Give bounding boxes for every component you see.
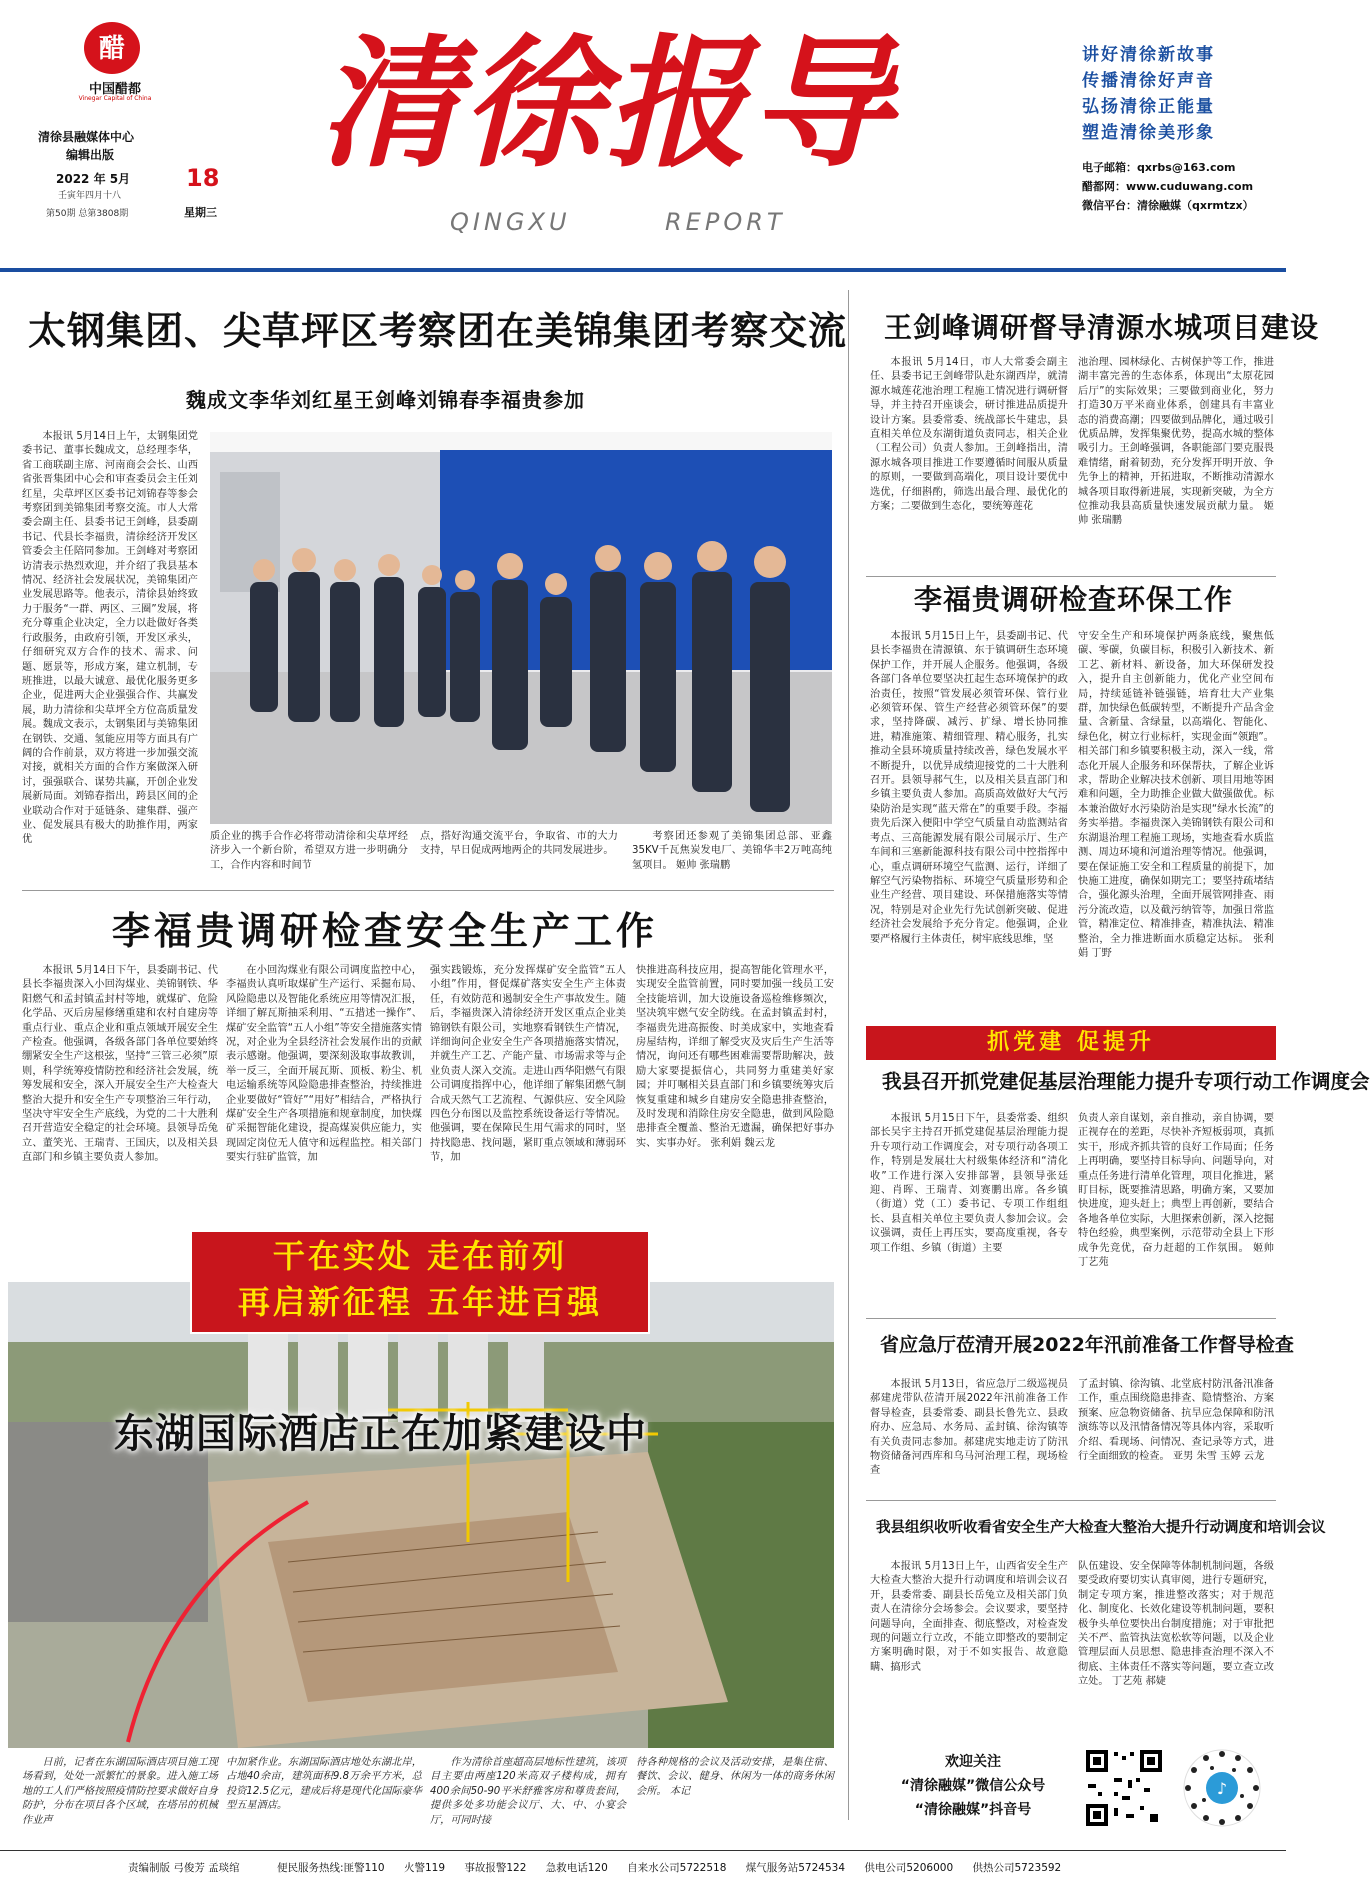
qr-promo-line3: “清徐融媒”抖音号	[914, 1802, 1032, 1818]
headline-a6: 省应急厅莅清开展2022年汛前准备工作督导检查	[880, 1334, 1294, 1356]
footer-water: 自来水公司5722518	[627, 1862, 727, 1874]
slogan-line: 弘扬清徐正能量	[1082, 97, 1215, 117]
qr-code-douyin[interactable]	[1182, 1748, 1262, 1828]
qr-code-icon	[1182, 1748, 1262, 1828]
qr-promo-line1: 欢迎关注	[945, 1754, 1001, 1770]
a3-col2: 池治理、园林绿化、古树保护等工作，推进湖丰富完善的生态体系，体现出“太原花园后厅”的实际效果；三要做到商业化，努力打造30万平米商业体系，创建具有丰富业态的消费高潮；四要做到品牌化，通过吸引优质品牌，发挥集聚优势，提高水城的整体吸引力。王剑峰强调，各职能部门要克服畏难情绪，耐着韧劲，充分发挥开明开放、争先争上的精神，开拓进取，不断推动清源水城各项目取得新进展，实现新突破，为全方位推动我县高质量快速发展贡献力量。 姬帅 张瑞鹏	[1078, 357, 1274, 527]
construction-aerial-image	[8, 1282, 834, 1748]
masthead-rule	[0, 268, 1286, 272]
masthead	[0, 0, 1286, 270]
party-building-banner	[866, 1026, 1276, 1060]
title-english-right: REPORT	[665, 208, 786, 236]
a1-col4: 考察团还参观了美锦集团总部、亚鑫35KV千瓦焦炭发电厂、美锦华丰2万吨高纯氢项目。 姬帅 张瑞鹏	[632, 831, 832, 871]
contact-wechat: 微信平台：清徐融媒（qxrmtzx）	[1082, 199, 1254, 212]
a7-col1: 本报讯 5月13日上午，山西省安全生产大检查大整治大提升行动调度和培训会议召开，县委常委、副县长岳兔立及相关部门负责人在清徐分会场参会。会议要求，要坚持问题导向，全面排查、彻底整改，对检查发现的问题立行立改，不能立即整改的要制定方案明确时限，对于不如实报告、故意隐瞒、搞形式	[870, 1561, 1068, 1673]
logo-title: 中国醋都	[88, 82, 141, 97]
svg-text:醋: 醋	[98, 34, 126, 64]
contact-email: 电子邮箱：qxrbs@163.com	[1082, 161, 1236, 174]
a2-col3: 强实践锻炼，充分发挥煤矿安全监管“五人小组”作用，督促煤矿落实安全生产主体责任，有效防范和遏制安全生产事故发生。随后，李福贵深入清徐经济开发区重点企业美锦钢铁有限公司，实地察看钢铁生产情况，详细询问企业安全生产各项措施落实情况，并就生产工艺、产能产量、市场需求等与企业负责人深入交流。走进山西华阳燃气有限公司调度指挥中心，他详细了解集团燃气制合成天然气工艺流程、气源供应、安全风险四色分布图以及监控系统设备运行等情况。他强调，要在保障民生用气需求的同时，坚持找隐患、找问题，紧盯重点领域和薄弱环节，加	[430, 965, 626, 1164]
svg-text:♪: ♪	[1216, 1779, 1228, 1798]
headline-a2: 李福贵调研检查安全生产工作	[112, 909, 659, 953]
party-banner-label: 抓党建 促提升	[987, 1030, 1155, 1055]
footer-gas: 煤气服务站5724534	[745, 1862, 846, 1874]
slogan-block	[1082, 42, 1272, 146]
qr-promo	[866, 1744, 1276, 1832]
footer-rule	[0, 1850, 1286, 1851]
a5-col1: 本报讯 5月15日下午，县委常委、组织部长吴宇主持召开抓党建促基层治理能力提升专项行动工作调度会，对专项行动各项工作，特别是发展壮大村级集体经济和“清化收”工作进行深入安排部署，县领导张廷迎、肖晖、王瑞青、刘赛鹏出席。各乡镇（街道）党（工）委书记、专项工作组组长、县直相关单位主要负责人参加会议。会议强调，责任上再压实，要高度重视，各专项工作组、乡镇（街道）主要	[870, 1113, 1068, 1254]
divider	[22, 890, 834, 891]
a2-col4: 快推进高科技应用，提高智能化管理水平，实现安全监管前置，同时要加强一线员工安全技能培训，加大设施设备巡检维修频次，坚决筑牢燃气安全防线。在孟封镇孟封村，李福贵先进高振俊、时美成家中，实地查看房屋结构，详细了解受灾及灾后生产生活等情况，询问还有哪些困难需要帮助解决，鼓励大家要提振信心，共同努力重建美好家园；并叮嘱相关县直部门和乡镇要统筹灾后恢复重建和城乡自建房安全隐患排查整治，及时发现和消除住房安全隐患，做到风险隐患排查全覆盖、整治无遗漏，确保把好事办实、实事办好。 张利娟 魏云龙	[636, 965, 834, 1149]
slogan-banner	[190, 1230, 650, 1334]
divider	[866, 576, 1276, 577]
contact-block	[1082, 158, 1282, 215]
headline-a1: 太钢集团、尖草坪区考察团在美锦集团考察交流	[28, 309, 848, 353]
footer-power: 供电公司5206000	[864, 1862, 954, 1874]
meeting-photo-image	[210, 432, 832, 824]
qr-promo-text	[878, 1750, 1068, 1822]
qr-code-icon	[1084, 1748, 1164, 1828]
slogan-line: 塑造清徐美形象	[1082, 123, 1215, 143]
a8-col1: 日前，记者在东湖国际酒店项目施工现场看到，处处一派繁忙的景象。进入施工场地的工人们严格按照疫情防控要求做好自身防护，分布在项目各个区域，在塔吊的机械作业声	[22, 1757, 218, 1826]
a6-col2: 了孟封镇、徐沟镇、北堂底村防汛备汛准备工作，重点围绕隐患排查、隐情整治、方案预案、应急物资储备、抗旱应急保障和防汛演练等以及汛情备情况等具体内容，采取听介绍、看现场、问情况、查记录等方式，进行全面细致的检查。 亚男 朱雪 玉婷 云龙	[1078, 1379, 1274, 1463]
footer-emergency: 急救电话120	[545, 1862, 608, 1874]
a8-col4: 待各种规格的会议及活动安排，是集住宿、餐饮、会议、健身、休闲为一体的商务休闲会所。 本记	[636, 1757, 834, 1797]
a1-col1: 本报讯 5月14日上午，太钢集团党委书记、董事长魏成文，总经理李华，省工商联副主席、河南商会会长、山西省张晋集团中心会和审查委员会主任刘红星，尖草坪区区委书记刘锦春等参会考察团到美锦集团考察交流。市人大常委会副主任、县委书记王剑峰，县委副书记、代县长李福贵，清徐经济开发区管委会主任陪同参加。王剑峰对考察团访清表示热烈欢迎，并介绍了我县基本情况、经济社会发展状况，美锦集团产业发展思路等。他表示，清徐县始终致力于服务“一群、两区、三圈”发展，将充分尊重企业决定，全力以赴做好各类行政服务，由政府引领，开发区承头，仔细研究双方合作的技术、需求、问题、愿景等，形成方案，建立机制，专班推进，以最大诚意、最优化服务更多企业，促进两大企业强强合作、共赢发展，助力清徐和尖草坪全方位高质量发展。魏成文表示，太钢集团与美锦集团在钢铁、交通、氢能应用等方面具有广阔的合作前景，双方将进一步加强交流对接，就相关方面的合作方案做深入研讨，强强联合、谋势共赢，开创企业发展新局面。刘锦春指出，跨县区间的企业联动合作对于延链条、建集群、强产业、促发展具有极大的助推作用，两家优	[22, 431, 198, 846]
headline-a3: 王剑峰调研督导清源水城项目建设	[884, 311, 1320, 344]
divider	[866, 1318, 1276, 1319]
a4-col2: 守安全生产和环境保护两条底线，聚焦低碳、零碳，负碳目标，积极引入新技术、新工艺、新材料、新设备，加大环保研发投入，提升自主创新能力，优化产业空间布局，持续延链补链强链，培育壮大产业集群，加快绿色低碳转型，不断提升产品含金量、含新量、含绿量，以高端化、智能化、绿色化，树立行业标杆，实现金面“领跑”。相关部门和乡镇要积极主动，深入一线，常态化开展人企服务和环保帮扶，了解企业诉求，帮助企业解决技术创新、项目用地等困难和问题，全力助推企业做大做强做优。标本兼治做好水污染防治是实现“绿水长流”的务实举措。李福贵深入美锦钢铁有限公司和东湖退治理工程施工现场，实地查看水质监测、周边环境和河道治理等情况。他强调，要在保证施工安全和工程质量的前提下，加快施工进度，确保如期完工；要坚持疏堵结合，强化源头治理，全面开展管网排查、雨污分流改造，以及截污纳管等，加强日常监管，精准定位、精准排查，精准执法、精准整治，全力推进断面水质稳定达标。 张利娟 丁野	[1078, 631, 1274, 959]
meeting-photo	[210, 432, 832, 824]
weekday: 星期三	[184, 206, 217, 219]
lunar-date: 壬寅年四月十八	[58, 191, 122, 201]
slogan-line: 讲好清徐新故事	[1082, 45, 1215, 65]
issue-day: 18	[186, 164, 220, 192]
slogan-banner-line1: 干在实处 走在前列	[272, 1237, 568, 1275]
a2-col2: 在小回沟煤业有限公司调度监控中心，李福贵认真听取煤矿生产运行、采掘布局、风险隐患以及智能化系统应用等情况汇报，详细了解瓦斯抽采利用、“五措述一操作”、煤矿安全监管“五人小组”等安全措施落实情况，对企业为全县经济社会发展作出的贡献表示感谢。他强调，要深刻汲取事故教训，举一反三，全面开展瓦斯、顶板、粉尘、机电运输系统等风险隐患排查整治，持续推进企业要做好“管好”“用好”相结合，严格执行煤矿安全生产各项措施和规章制度，加快煤矿采掘智能化建设，提高煤炭供应能力，实现固定岗位无人值守和远程监控。相关部门要实行驻矿监管，加	[226, 965, 422, 1164]
qr-promo-line2: “清徐融媒”微信公众号	[900, 1778, 1046, 1794]
a3-col1: 本报讯 5月14日，市人大常委会副主任、县委书记王剑峰带队赴东湖西岸，就清源水城莲花池治理工程施工情况进行调研督导，并主持召开座谈会，研讨推进品质提升设计方案。县委常委、统战部长牛建忠，县直相关单位及东湖街道负责同志，相关企业（工程公司）负责人参加。王剑峰指出，清源水城各项目推进工作要遵循时间服从质量的原则，一要做到高端化，项目设计要优中选优，仔细斟酌，筛选出最合理、最优化的方案；二要做到生态化，要统筹莲花	[870, 357, 1068, 513]
divider	[866, 1500, 1276, 1501]
footer-hotline: 便民服务热线:匪警110	[277, 1862, 385, 1874]
column-divider	[848, 290, 849, 1820]
slogan-banner-line2: 再启新征程 五年进百强	[237, 1283, 603, 1321]
subhead-a1: 魏成文李华刘红星王剑峰刘锦春李福贵参加	[186, 388, 585, 412]
a5-col2: 负责人亲自谋划，亲自推动，亲自协调，要正视存在的差距，尽快补齐短板弱项，真抓实干，形成齐抓共管的良好工作局面；任务上再明确，要坚持目标导向、问题导向，对重点任务进行清单化管理，项目化推进，紧盯目标，既要推清思路，明确方案，又要加快进度，迎头赶上；典型上再创新，要结合各地各单位实际，大胆探索创新，深入挖掘特色经验，典型案例，示范带动全县上下形成争先竞优，奋力赶超的工作氛围。 姬帅 丁艺苑	[1078, 1113, 1274, 1269]
footer-fire: 火警119	[403, 1862, 446, 1874]
issue-number: 第50期 总第3808期	[46, 209, 129, 219]
headline-a8: 东湖国际酒店正在加紧建设中	[114, 1411, 647, 1457]
a2-col1: 本报讯 5月14日下午，县委副书记、代县长李福贵深入小回沟煤业、美锦钢铁、华阳燃气和孟封镇孟封村等地，就煤矿、危险化学品、灭后房屋修缮重建和农村自建房等重点行业、重点企业和重点领域开展安全生产检查。他强调，各级各部门各单位要始终绷紧安全生产这根弦，坚持“三管三必须”原则，科学统筹疫情防控和经济社会发展，统筹发展和安全，深入开展安全生产大检查大整治大提升和安全生产专项整治三年行动，坚决守牢安全生产底线，为党的二十大胜利召开营造安全稳定的社会环境。县领导岳兔立、董笑光、王瑞青、王国庆，以及相关县直部门和乡镇主要负责人参加。	[22, 965, 218, 1164]
title-english-left: QINGXU	[450, 208, 571, 236]
slogan-line: 传播清徐好声音	[1082, 71, 1215, 91]
construction-photo	[8, 1282, 834, 1748]
logo-subtitle: Vinegar Capital of China	[78, 95, 152, 102]
contact-website: 醋都网：www.cuduwang.com	[1082, 180, 1254, 193]
footer-heating: 供热公司5723592	[972, 1862, 1062, 1874]
headline-a4: 李福贵调研检查环保工作	[914, 583, 1234, 616]
newspaper-title: 清徐报导	[318, 21, 894, 187]
a4-col1: 本报讯 5月15日上午，县委副书记、代县长李福贵在清源镇、东于镇调研生态环境保护工作，并开展人企服务。他强调，各级各部门各单位要坚决扛起生态环境保护的政治责任，按照“管发展必须管环保、管行业必须管环保、管生产经营必须管环保”的要求，坚持降碳、减污、扩绿、增长协同推进，精准施策、精细管理、精心服务，扎实推动全县环境质量持续改善，绿色发展水平不断提升，以优异成绩迎接党的二十大胜利召开。县领导郝气生，以及相关县直部门和乡镇主要负责人参加。高质高效做好大气污染防治是实现“蓝天常在”的重要手段。李福贵先后深入便阳中学空气质量自动监测站省考点、三高能源发展有限公司展示厅、生产车间和三塞新能源科技有限公司中控指挥中心，重点调研环境空气监测、运行，详细了解空气污染物指标、环境空气质量形势和企业生产经营、项目建设、环保措施落实等情况，特别是对企业先行先试创新突破、促进经济社会发展给予充分肯定。他强调，企业要严格履行主体责任，树牢底线思维，坚	[870, 631, 1068, 945]
footer-editor: 责编制版 弓俊芳 孟琰绾	[128, 1862, 240, 1874]
headline-a5: 我县召开抓党建促基层治理能力提升专项行动工作调度会	[882, 1070, 1370, 1093]
qr-code-wechat[interactable]	[1084, 1748, 1164, 1828]
a6-col1: 本报讯 5月13日，省应急厅二级巡视员郝建虎带队莅清开展2022年汛前准备工作督导检查，县委常委、副县长鲁先立、县政府办、应急局、水务局、孟封镇、徐沟镇等有关负责同志参加。郝建虎实地走访了防汛物资储备河西库和乌马河治理工程，现场检查	[870, 1379, 1068, 1477]
a1-col3: 点，搭好沟通交流平台，争取省、市的大力支持，早日促成两地两企的共同发展进步。	[420, 831, 618, 857]
a7-col2: 队伍建设、安全保障等体制机制问题，各级要受政府要切实认真审阅，进行专题研究，制定专项方案，推进整改落实；对于规范化、制度化、长效化建设等机制问题，要积极争头单位要快出台制度措施；对于审批把关不严、监管执法宽松软等问题，以及企业管理层面人员思想、隐患排查治理不深入不彻底、主体责任不落实等问题，要立查立改立处。 丁艺苑 郝婕	[1078, 1561, 1274, 1688]
publisher: 清徐县融媒体中心	[38, 130, 135, 144]
vinegar-logo-icon	[84, 22, 140, 74]
publisher-line2: 编辑出版	[66, 148, 115, 162]
headline-a7: 我县组织收听收看省安全生产大检查大整治大提升行动调度和培训会议	[876, 1520, 1326, 1536]
a8-col2: 中加紧作业。东湖国际酒店地处东湖北岸，占地40余亩，建筑面积9.8万余平方米，总投资12.5亿元，建成后将是现代化国际豪华型五星酒店。	[226, 1757, 422, 1812]
footer-accident: 事故报警122	[464, 1862, 527, 1874]
a1-col2: 质企业的携手合作必将带动清徐和尖草坪经济步入一个新台阶，希望双方进一步明确分工，合作内容和时间节	[210, 831, 408, 871]
cudu-logo	[84, 22, 140, 74]
a8-col3: 作为清徐首座超高层地标性建筑，该项目主要由两座120米高双子楼构成，拥有400余间50-90平米舒雅客房和尊贵套间，提供多处多功能会议厅、大、中、小宴会厅，可同时接	[430, 1757, 626, 1826]
issue-date: 2022 年 5月	[56, 172, 131, 186]
footer	[128, 1860, 1278, 1875]
